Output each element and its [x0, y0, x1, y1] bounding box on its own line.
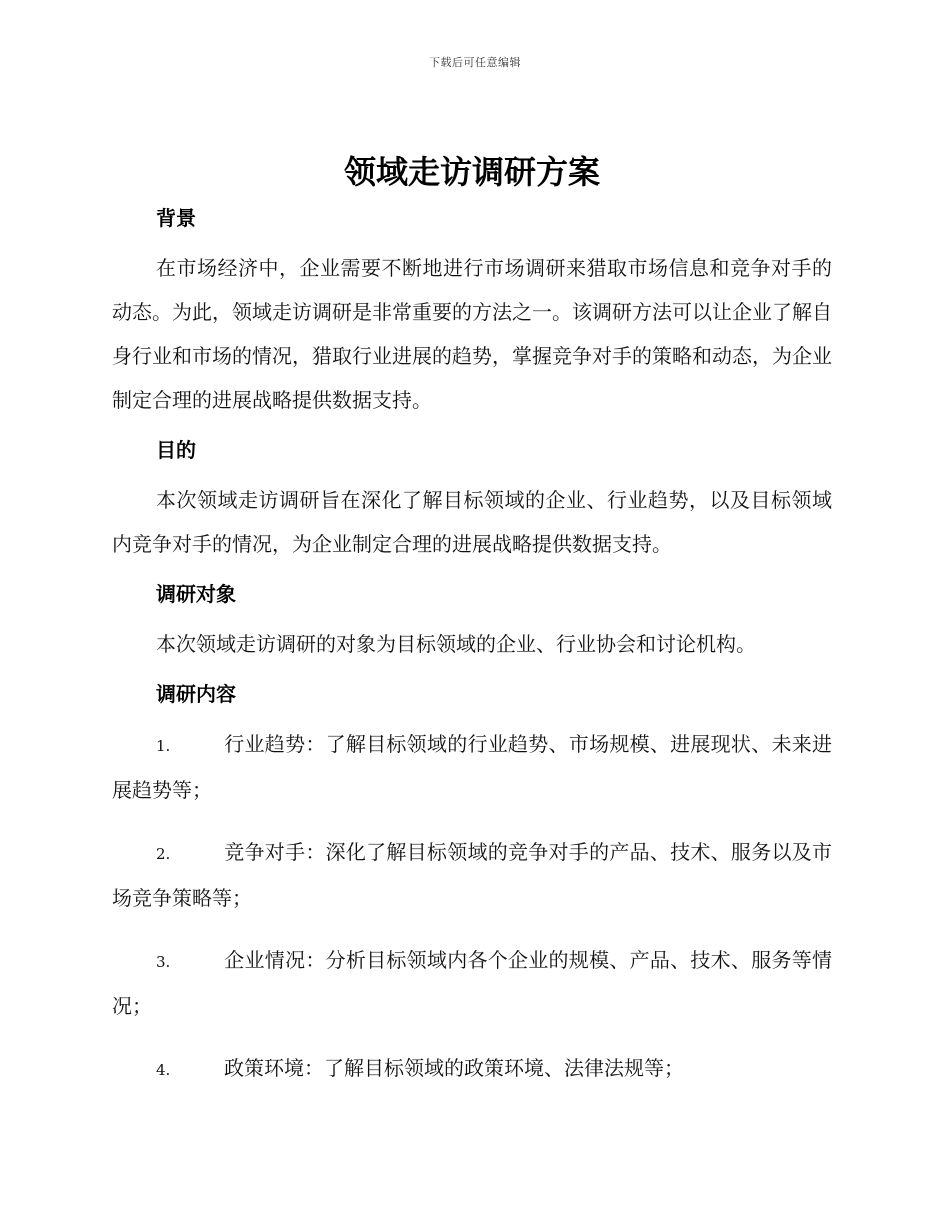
section-heading-objects: 调研对象	[156, 582, 236, 606]
section-heading-content: 调研内容	[156, 682, 236, 706]
list-item	[112, 1046, 832, 1092]
list-item-text: 竞争对手：深化了解目标领域的竞争对手的产品、技术、服务以及市场竞争策略等；	[112, 840, 832, 910]
document-title: 领域走访调研方案	[343, 153, 600, 191]
page-header-note: 下载后可任意编辑	[429, 56, 521, 69]
list-item-text: 企业情况：分析目标领域内各个企业的规模、产品、技术、服务等情况；	[112, 948, 832, 1018]
list-item-number: 2.	[156, 845, 171, 863]
section-heading-purpose: 目的	[156, 438, 196, 462]
list-item	[112, 938, 832, 1028]
list-item-text: 行业趋势：了解目标领域的行业趋势、市场规模、进展现状、未来进展趋势等；	[112, 732, 832, 802]
document-body	[112, 150, 832, 1092]
list-item	[112, 722, 832, 812]
list-item	[112, 830, 832, 920]
list-item-number: 3.	[156, 953, 171, 971]
section-body-purpose: 本次领域走访调研旨在深化了解目标领域的企业、行业趋势，以及目标领域内竞争对手的情况，为企业制定合理的进展战略提供数据支持。	[112, 488, 832, 556]
list-item-text: 政策环境：了解目标领域的政策环境、法律法规等；	[224, 1056, 684, 1080]
section-body-objects: 本次领域走访调研的对象为目标领域的企业、行业协会和讨论机构。	[156, 632, 756, 656]
list-item-number: 4.	[156, 1061, 171, 1079]
section-heading-background: 背景	[156, 206, 196, 230]
section-body-background: 在市场经济中，企业需要不断地进行市场调研来猎取市场信息和竞争对手的动态。为此，领域走访调研是非常重要的方法之一。该调研方法可以让企业了解自身行业和市场的情况，猎取行业进展的趋势，掌握竞争对手的策略和动态，为企业制定合理的进展战略提供数据支持。	[112, 256, 832, 412]
list-item-number: 1.	[156, 737, 171, 755]
